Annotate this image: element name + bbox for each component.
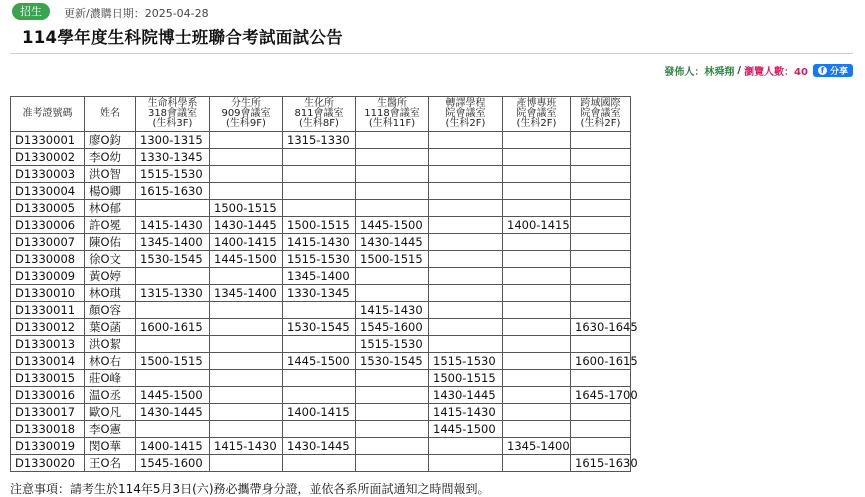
time-cell bbox=[210, 421, 283, 438]
time-cell: 1515-1530 bbox=[136, 166, 210, 183]
time-cell bbox=[210, 302, 283, 319]
time-cell: 1500-1515 bbox=[210, 200, 283, 217]
column-header-line: (生科3F) bbox=[152, 118, 193, 129]
table-row bbox=[11, 421, 631, 438]
time-cell bbox=[136, 336, 210, 353]
exam-id-cell: D1330001 bbox=[11, 132, 85, 149]
name-cell: 莊O峰 bbox=[85, 370, 136, 387]
time-cell bbox=[136, 421, 210, 438]
time-cell bbox=[356, 404, 429, 421]
column-header-line: 生化所 bbox=[304, 98, 334, 109]
time-cell bbox=[283, 183, 356, 200]
name-cell: 廖O鈞 bbox=[85, 132, 136, 149]
name-cell: 洪O智 bbox=[85, 166, 136, 183]
time-cell bbox=[210, 268, 283, 285]
time-cell bbox=[429, 336, 503, 353]
time-cell bbox=[429, 251, 503, 268]
table-row bbox=[11, 217, 631, 234]
column-header bbox=[11, 97, 85, 132]
time-cell bbox=[356, 149, 429, 166]
time-cell bbox=[503, 132, 571, 149]
exam-id-cell: D1330019 bbox=[11, 438, 85, 455]
time-cell bbox=[283, 421, 356, 438]
table-row bbox=[11, 336, 631, 353]
name-cell: 徐O文 bbox=[85, 251, 136, 268]
column-header-line: 院會議室 bbox=[516, 108, 557, 119]
name-cell: 洪O絜 bbox=[85, 336, 136, 353]
time-cell: 1415-1430 bbox=[136, 217, 210, 234]
time-cell bbox=[210, 404, 283, 421]
exam-id-cell: D1330012 bbox=[11, 319, 85, 336]
time-cell: 1530-1545 bbox=[283, 319, 356, 336]
time-cell bbox=[356, 268, 429, 285]
table-row bbox=[11, 166, 631, 183]
time-cell bbox=[136, 302, 210, 319]
title-divider bbox=[10, 53, 853, 54]
time-cell: 1300-1315 bbox=[136, 132, 210, 149]
table-row bbox=[11, 183, 631, 200]
exam-id-cell: D1330008 bbox=[11, 251, 85, 268]
column-header-line: 姓名 bbox=[100, 108, 120, 119]
time-cell bbox=[571, 421, 631, 438]
time-cell bbox=[429, 319, 503, 336]
column-header-line: (生科9F) bbox=[226, 118, 266, 129]
column-header-line: 318會議室 bbox=[147, 108, 198, 119]
table-row bbox=[11, 132, 631, 149]
time-cell: 1500-1515 bbox=[136, 353, 210, 370]
name-cell: 林O郁 bbox=[85, 200, 136, 217]
time-cell: 1445-1500 bbox=[283, 353, 356, 370]
table-row bbox=[11, 404, 631, 421]
column-header-line: 轉譯學程 bbox=[445, 98, 486, 109]
table-row bbox=[11, 353, 631, 370]
time-cell bbox=[503, 370, 571, 387]
name-cell: 葉O菡 bbox=[85, 319, 136, 336]
time-cell: 1430-1445 bbox=[136, 404, 210, 421]
time-cell bbox=[283, 149, 356, 166]
time-cell: 1330-1345 bbox=[283, 285, 356, 302]
table-row bbox=[11, 285, 631, 302]
column-header-line: 院會議室 bbox=[580, 108, 621, 119]
exam-id-cell: D1330004 bbox=[11, 183, 85, 200]
time-cell bbox=[571, 200, 631, 217]
name-cell: 閔O華 bbox=[85, 438, 136, 455]
facebook-icon: f bbox=[818, 66, 827, 75]
time-cell bbox=[571, 183, 631, 200]
time-cell bbox=[503, 302, 571, 319]
time-cell bbox=[571, 404, 631, 421]
time-cell: 1330-1345 bbox=[136, 149, 210, 166]
table-row bbox=[11, 370, 631, 387]
column-header bbox=[210, 97, 283, 132]
time-cell: 1500-1515 bbox=[356, 251, 429, 268]
time-cell bbox=[283, 336, 356, 353]
share-label: 分享 bbox=[829, 67, 848, 77]
name-cell: 陳O佑 bbox=[85, 234, 136, 251]
time-cell: 1500-1515 bbox=[429, 370, 503, 387]
column-header-line: 分生所 bbox=[231, 98, 261, 109]
name-cell: 李O憲 bbox=[85, 421, 136, 438]
time-cell bbox=[356, 387, 429, 404]
time-cell bbox=[503, 353, 571, 370]
time-cell: 1400-1415 bbox=[136, 438, 210, 455]
column-header-line: (生科2F) bbox=[445, 118, 486, 129]
updated-label: 更新/濃購日期： bbox=[64, 7, 145, 20]
views-label: 瀏覽人數：40 bbox=[744, 67, 808, 78]
time-cell: 1545-1600 bbox=[136, 455, 210, 472]
time-cell bbox=[429, 302, 503, 319]
time-cell: 1445-1500 bbox=[429, 421, 503, 438]
column-header bbox=[356, 97, 429, 132]
time-cell bbox=[571, 234, 631, 251]
table-row bbox=[11, 149, 631, 166]
column-header-line: 811會議室 bbox=[294, 108, 344, 119]
column-header bbox=[85, 97, 136, 132]
exam-id-cell: D1330017 bbox=[11, 404, 85, 421]
category-tag: 招生 bbox=[12, 3, 50, 20]
name-cell: 黃O婷 bbox=[85, 268, 136, 285]
column-header-line: 跨域國際 bbox=[580, 98, 621, 109]
table-body bbox=[11, 132, 638, 472]
column-header-line: (生科2F) bbox=[516, 118, 557, 129]
time-cell: 1630-1645 bbox=[571, 319, 631, 336]
table-row bbox=[11, 438, 631, 455]
name-cell: 歐O凡 bbox=[85, 404, 136, 421]
time-cell bbox=[356, 166, 429, 183]
time-cell: 1545-1600 bbox=[356, 319, 429, 336]
time-cell bbox=[136, 200, 210, 217]
time-cell: 1445-1500 bbox=[210, 251, 283, 268]
time-cell: 1400-1415 bbox=[210, 234, 283, 251]
table-header-row bbox=[11, 97, 631, 132]
time-cell bbox=[429, 455, 503, 472]
time-cell: 1345-1400 bbox=[136, 234, 210, 251]
time-cell bbox=[210, 166, 283, 183]
name-cell: 林O琪 bbox=[85, 285, 136, 302]
name-cell: 顏O容 bbox=[85, 302, 136, 319]
time-cell bbox=[503, 251, 571, 268]
time-cell bbox=[429, 183, 503, 200]
notice-text: 注意事項：請考生於114年5月3日(六)務必攜帶身分證，並依各系所面試通知之時間報到。 bbox=[10, 482, 490, 496]
exam-id-cell: D1330002 bbox=[11, 149, 85, 166]
time-cell bbox=[210, 387, 283, 404]
time-cell bbox=[210, 183, 283, 200]
exam-id-cell: D1330013 bbox=[11, 336, 85, 353]
time-cell: 1415-1430 bbox=[283, 234, 356, 251]
time-cell bbox=[503, 166, 571, 183]
time-cell bbox=[283, 370, 356, 387]
name-cell: 林O右 bbox=[85, 353, 136, 370]
time-cell bbox=[571, 251, 631, 268]
exam-id-cell: D1330018 bbox=[11, 421, 85, 438]
table-row bbox=[11, 319, 631, 336]
name-cell: 王O名 bbox=[85, 455, 136, 472]
name-cell: 楊O卿 bbox=[85, 183, 136, 200]
name-cell: 温O丞 bbox=[85, 387, 136, 404]
time-cell bbox=[503, 319, 571, 336]
time-cell: 1415-1430 bbox=[356, 302, 429, 319]
time-cell: 1315-1330 bbox=[283, 132, 356, 149]
time-cell bbox=[503, 149, 571, 166]
time-cell: 1615-1630 bbox=[136, 183, 210, 200]
time-cell bbox=[429, 217, 503, 234]
column-header-line: (生科2F) bbox=[580, 118, 621, 129]
time-cell bbox=[429, 234, 503, 251]
time-cell bbox=[429, 285, 503, 302]
time-cell bbox=[571, 217, 631, 234]
column-header-line: 產博專班 bbox=[516, 98, 557, 109]
table-row bbox=[11, 200, 631, 217]
time-cell: 1345-1400 bbox=[210, 285, 283, 302]
time-cell: 1515-1530 bbox=[356, 336, 429, 353]
time-cell bbox=[571, 370, 631, 387]
time-cell bbox=[571, 302, 631, 319]
time-cell bbox=[136, 370, 210, 387]
time-cell: 1515-1530 bbox=[429, 353, 503, 370]
time-cell bbox=[571, 132, 631, 149]
time-cell bbox=[356, 132, 429, 149]
time-cell bbox=[283, 387, 356, 404]
time-cell: 1515-1530 bbox=[283, 251, 356, 268]
time-cell bbox=[571, 268, 631, 285]
column-header-line: (生科8F) bbox=[299, 118, 339, 129]
updated-date: 2025-04-28 bbox=[144, 7, 209, 20]
time-cell bbox=[210, 132, 283, 149]
table-row bbox=[11, 251, 631, 268]
column-header-line: 生醫所 bbox=[377, 98, 407, 109]
time-cell bbox=[571, 336, 631, 353]
time-cell: 1315-1330 bbox=[136, 285, 210, 302]
poster-info bbox=[664, 63, 853, 78]
time-cell: 1445-1500 bbox=[356, 217, 429, 234]
name-cell: 李O幼 bbox=[85, 149, 136, 166]
publisher-label: 發佈人：林舜翔 bbox=[664, 67, 735, 78]
time-cell bbox=[356, 455, 429, 472]
exam-id-cell: D1330009 bbox=[11, 268, 85, 285]
time-cell: 1415-1430 bbox=[210, 438, 283, 455]
table-row bbox=[11, 234, 631, 251]
time-cell bbox=[356, 421, 429, 438]
time-cell bbox=[429, 149, 503, 166]
time-cell bbox=[571, 438, 631, 455]
column-header-line: 准考證號碼 bbox=[22, 108, 73, 119]
time-cell: 1430-1445 bbox=[356, 234, 429, 251]
time-cell: 1400-1415 bbox=[503, 217, 571, 234]
name-cell: 許O冕 bbox=[85, 217, 136, 234]
table-row bbox=[11, 387, 631, 404]
exam-id-cell: D1330005 bbox=[11, 200, 85, 217]
time-cell bbox=[356, 183, 429, 200]
time-cell bbox=[503, 455, 571, 472]
column-header bbox=[571, 97, 631, 132]
time-cell bbox=[503, 404, 571, 421]
time-cell bbox=[429, 200, 503, 217]
time-cell: 1430-1445 bbox=[429, 387, 503, 404]
time-cell bbox=[356, 438, 429, 455]
time-cell bbox=[503, 268, 571, 285]
column-header bbox=[503, 97, 571, 132]
time-cell bbox=[283, 455, 356, 472]
time-cell bbox=[210, 149, 283, 166]
time-cell bbox=[503, 387, 571, 404]
time-cell: 1615-1630 bbox=[571, 455, 631, 472]
time-cell: 1400-1415 bbox=[283, 404, 356, 421]
time-cell bbox=[210, 336, 283, 353]
time-cell bbox=[283, 302, 356, 319]
time-cell bbox=[503, 200, 571, 217]
time-cell bbox=[503, 183, 571, 200]
column-header-line: 生命科學系 bbox=[147, 98, 198, 109]
column-header bbox=[283, 97, 356, 132]
time-cell bbox=[136, 268, 210, 285]
time-cell bbox=[210, 353, 283, 370]
time-cell: 1430-1445 bbox=[283, 438, 356, 455]
time-cell bbox=[283, 166, 356, 183]
column-header-line: (生科11F) bbox=[368, 118, 416, 129]
time-cell: 1600-1615 bbox=[136, 319, 210, 336]
exam-id-cell: D1330014 bbox=[11, 353, 85, 370]
time-cell bbox=[429, 166, 503, 183]
page-title: 114學年度生科院博士班聯合考試面試公告 bbox=[22, 28, 343, 47]
time-cell bbox=[571, 285, 631, 302]
time-cell: 1500-1515 bbox=[283, 217, 356, 234]
time-cell bbox=[503, 234, 571, 251]
time-cell bbox=[210, 370, 283, 387]
time-cell bbox=[210, 455, 283, 472]
time-cell bbox=[571, 166, 631, 183]
time-cell: 1430-1445 bbox=[210, 217, 283, 234]
time-cell bbox=[210, 319, 283, 336]
time-cell bbox=[503, 421, 571, 438]
exam-id-cell: D1330015 bbox=[11, 370, 85, 387]
column-header-line: 909會議室 bbox=[221, 108, 271, 119]
column-header-line: 院會議室 bbox=[445, 108, 486, 119]
time-cell: 1345-1400 bbox=[503, 438, 571, 455]
time-cell bbox=[429, 268, 503, 285]
time-cell: 1530-1545 bbox=[356, 353, 429, 370]
column-header-line: 1118會議室 bbox=[364, 108, 420, 119]
update-meta bbox=[64, 5, 209, 21]
time-cell: 1415-1430 bbox=[429, 404, 503, 421]
column-header bbox=[429, 97, 503, 132]
time-cell bbox=[356, 285, 429, 302]
time-cell bbox=[356, 200, 429, 217]
time-cell: 1345-1400 bbox=[283, 268, 356, 285]
interview-schedule-table bbox=[10, 96, 638, 472]
exam-id-cell: D1330011 bbox=[11, 302, 85, 319]
time-cell: 1645-1700 bbox=[571, 387, 631, 404]
time-cell: 1445-1500 bbox=[136, 387, 210, 404]
time-cell bbox=[503, 336, 571, 353]
column-header bbox=[136, 97, 210, 132]
time-cell bbox=[356, 370, 429, 387]
time-cell bbox=[429, 132, 503, 149]
facebook-share-button[interactable] bbox=[813, 64, 853, 77]
exam-id-cell: D1330020 bbox=[11, 455, 85, 472]
exam-id-cell: D1330003 bbox=[11, 166, 85, 183]
exam-id-cell: D1330006 bbox=[11, 217, 85, 234]
time-cell bbox=[429, 438, 503, 455]
time-cell bbox=[571, 149, 631, 166]
table-row bbox=[11, 268, 631, 285]
table-row bbox=[11, 455, 631, 472]
time-cell bbox=[503, 285, 571, 302]
exam-id-cell: D1330007 bbox=[11, 234, 85, 251]
poster-separator: / bbox=[737, 65, 742, 76]
time-cell bbox=[283, 200, 356, 217]
time-cell: 1530-1545 bbox=[136, 251, 210, 268]
exam-id-cell: D1330010 bbox=[11, 285, 85, 302]
time-cell: 1600-1615 bbox=[571, 353, 631, 370]
table-row bbox=[11, 302, 631, 319]
exam-id-cell: D1330016 bbox=[11, 387, 85, 404]
